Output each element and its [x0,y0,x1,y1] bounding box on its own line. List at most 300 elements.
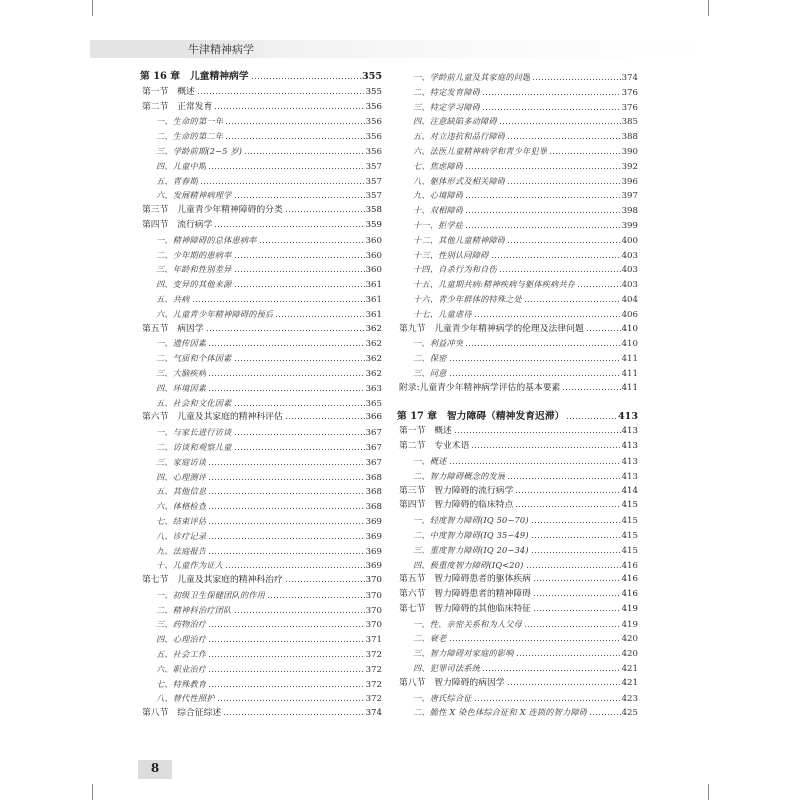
toc-entry-title: 四、儿童中期 [156,160,207,171]
toc-entry-page: 360 [365,250,382,261]
dot-leader [515,486,620,493]
toc-entry-title: 六、体格检查 [156,501,207,512]
dot-leader [533,604,621,611]
toc-entry-page: 371 [365,635,382,646]
toc-entry-page: 368 [365,487,382,498]
toc-entry-title: 第八节 综合征综述 [142,708,222,719]
dot-leader [217,694,365,701]
toc-entry-title: 三、年龄和性别差异 [156,264,232,275]
toc-item-row[interactable] [397,631,638,646]
dot-leader [454,426,621,433]
header-band [90,40,710,58]
toc-entry-title: 六、职业治疗 [156,663,207,674]
toc-entry-page: 366 [365,412,382,423]
toc-entry-page: 411 [621,368,638,379]
dot-leader [200,177,365,184]
toc-entry-title: 八、诊疗记录 [156,530,207,541]
dot-leader [208,665,364,672]
toc-section-row[interactable] [140,322,382,337]
dot-leader [449,634,621,641]
toc-entry-page: 415 [621,516,638,527]
toc-entry-page: 372 [365,679,382,690]
toc-item-row[interactable] [397,366,638,381]
toc-gap [397,396,638,410]
toc-item-row[interactable] [140,129,382,144]
toc-item-row[interactable] [397,292,638,307]
toc-entry-page: 368 [365,472,382,483]
toc-item-row[interactable] [140,662,382,677]
toc-item-row[interactable] [140,470,382,485]
toc-item-row[interactable] [140,691,382,706]
toc-entry-title: 二、生命的第二年 [156,131,224,142]
toc-entry-title: 一、学龄前儿童及其家庭的问题 [413,72,531,82]
toc-entry-title: 二、少年期的患病率 [156,249,232,260]
toc-entry-page: 355 [361,71,382,82]
toc-entry-title: 七、特殊教育 [156,678,207,689]
toc-item-row[interactable] [397,70,638,85]
crop-mark [92,784,93,800]
dot-leader [507,236,620,243]
toc-item-row[interactable] [140,425,382,440]
toc-entry-page: 369 [365,546,382,557]
toc-entry-title: 第三节 儿童青少年精神障碍的分类 [142,205,283,216]
toc-entry-title: 二、气质和个体因素 [156,353,232,364]
toc-item-row[interactable] [140,440,382,455]
toc-item-row[interactable] [140,144,382,159]
toc-item-row[interactable] [140,558,382,573]
toc-item-row[interactable] [140,529,382,544]
dot-leader [586,324,621,331]
toc-item-row[interactable] [397,218,638,233]
toc-item-row[interactable] [140,617,382,632]
toc-entry-page: 414 [621,485,638,496]
toc-entry-title: 第五节 智力障碍患者的躯体疾病 [399,574,531,585]
toc-entry-page: 363 [365,383,382,394]
toc-entry-title: 第七节 智力障碍的其他临床特征 [399,603,531,614]
toc-entry-page: 404 [621,294,638,305]
toc-item-row[interactable] [140,647,382,662]
dot-leader [524,620,621,627]
toc-section-row[interactable] [397,381,638,396]
toc-item-row[interactable] [140,677,382,692]
toc-entry-title: 十五、儿童期共病:精神疾病与躯体疾病共存 [413,279,576,290]
toc-entry-page: 416 [621,589,638,600]
dot-leader [531,546,621,553]
dot-leader [482,103,620,110]
toc-item-row[interactable] [397,159,638,174]
toc-section-row[interactable] [140,410,382,425]
toc-item-row[interactable] [140,396,382,411]
toc-item-row[interactable] [397,277,638,292]
dot-leader [251,72,361,79]
dot-leader [465,339,620,346]
toc-entry-page: 360 [365,265,382,276]
toc-entry-page: 415 [621,500,638,511]
dot-leader [214,102,364,109]
crop-mark [708,0,709,16]
toc-entry-page: 419 [621,603,638,614]
dot-leader [244,147,364,154]
dot-leader [208,635,364,642]
toc-entry-title: 四、心理测评 [156,471,207,482]
toc-entry-page: 370 [365,575,382,586]
toc-entry-title: 二、保密 [413,353,447,364]
toc-entry-title: 五、社会工作 [156,649,207,660]
toc-item-row[interactable] [140,632,382,647]
toc-entry-title: 二、衰老 [413,633,447,644]
toc-entry-title: 第三节 智力障碍的流行病学 [399,485,514,496]
toc-item-row[interactable] [397,691,638,706]
toc-entry-title: 一、性、亲密关系和为人父母 [413,618,523,629]
dot-leader [208,650,364,657]
toc-item-row[interactable] [140,159,382,174]
toc-item-row[interactable] [140,233,382,248]
crop-mark [708,784,709,800]
toc-entry-page: 399 [621,220,638,231]
toc-entry-page: 355 [365,86,382,97]
toc-section-row[interactable] [397,587,638,602]
toc-entry-page: 361 [365,309,382,320]
toc-entry-page: 420 [621,634,638,645]
toc-entry-title: 四、注意缺陷多动障碍 [413,116,497,127]
dot-leader [259,236,365,243]
toc-entry-page: 374 [365,708,382,719]
toc-entry-page: 413 [617,410,638,422]
dot-leader [234,399,365,406]
toc-item-row[interactable] [397,558,638,573]
toc-entry-title: 一、精神障碍的总体患病率 [156,234,257,245]
toc-item-row[interactable] [397,248,638,263]
dot-leader [208,620,364,627]
toc-entry-page: 356 [365,101,382,112]
dot-leader [208,680,364,687]
toc-entry-title: 四、极重度智力障碍(IQ<20) [413,559,524,570]
toc-entry-title: 五、共病 [156,293,190,304]
toc-entry-title: 七、结束评估 [156,515,207,526]
toc-entry-page: 416 [621,574,638,585]
toc-item-row[interactable] [140,307,382,322]
toc-item-row[interactable] [397,144,638,159]
toc-entry-title: 五、对立违抗和品行障碍 [413,131,506,142]
toc-entry-title: 二、中度智力障碍(IQ 35~49) [413,529,529,540]
toc-item-row[interactable] [397,646,638,661]
toc-entry-title: 一、唐氏综合征 [413,692,472,703]
dot-leader [589,708,620,715]
toc-item-row[interactable] [140,544,382,559]
toc-item-row[interactable] [140,262,382,277]
toc-entry-title: 十一、拒学症 [413,219,464,230]
toc-item-row[interactable] [397,351,638,366]
toc-section-row[interactable] [140,85,382,100]
dot-leader [267,591,365,598]
toc-item-row[interactable] [397,174,638,189]
dot-leader [471,441,620,448]
toc-entry-title: 一、利益冲突 [413,338,464,349]
toc-item-row[interactable] [140,248,382,263]
toc-entry-page: 400 [621,235,638,246]
toc-entry-title: 八、替代性照护 [156,693,215,704]
toc-item-row[interactable] [397,469,638,484]
toc-entry-page: 406 [621,309,638,320]
dot-leader [197,87,365,94]
toc-entry-page: 367 [365,428,382,439]
toc-item-row[interactable] [140,188,382,203]
toc-entry-title: 三、特定学习障碍 [413,101,481,112]
toc-entry-title: 一、轻度智力障碍(IQ 50~70) [413,515,529,526]
toc-entry-page: 403 [621,250,638,261]
toc-item-row[interactable] [140,499,382,514]
dot-leader [577,280,620,287]
toc-section-row[interactable] [140,100,382,115]
toc-item-row[interactable] [140,174,382,189]
toc-entry-title: 第 16 章 儿童精神病学 [140,71,249,82]
toc-entry-page: 413 [621,456,638,467]
toc-item-row[interactable] [397,705,638,720]
dot-leader [285,412,365,419]
toc-item-row[interactable] [140,114,382,129]
toc-item-row[interactable] [397,528,638,543]
toc-entry-page: 376 [621,87,638,98]
toc-entry-page: 360 [365,235,382,246]
toc-entry-page: 410 [621,323,638,334]
toc-entry-title: 六、法医儿童精神病学和青少年犯罪 [413,145,548,156]
toc-item-row[interactable] [140,455,382,470]
dot-leader [223,708,364,715]
dot-leader [533,574,621,581]
toc-entry-title: 三、药物治疗 [156,619,207,630]
toc-entry-title: 十七、儿童虐待 [413,308,472,319]
toc-item-row[interactable] [140,514,382,529]
toc-item-row[interactable] [397,661,638,676]
toc-entry-title: 第五节 病因学 [142,323,204,334]
dot-leader [225,117,364,124]
toc-item-row[interactable] [140,351,382,366]
toc-entry-title: 附录:儿童青少年精神病学评估的基本要素 [399,382,561,393]
dot-leader [507,132,620,139]
toc-entry-page: 356 [365,132,382,143]
toc-entry-title: 二、脆性 X 染色体综合征和 X 连锁的智力障碍 [413,707,588,718]
toc-item-row[interactable] [397,85,638,100]
toc-section-row[interactable] [140,203,382,218]
toc-entry-title: 九、心境障碍 [413,190,464,201]
dot-leader [465,162,620,169]
toc-entry-page: 356 [365,117,382,128]
toc-entry-page: 356 [365,146,382,157]
toc-item-row[interactable] [397,203,638,218]
toc-entry-title: 十、双相障碍 [413,205,464,216]
toc-entry-title: 一、初级卫生保健团队的作用 [156,589,266,600]
dot-leader [225,561,364,568]
dot-leader [482,664,620,671]
toc-entry-page: 403 [621,280,638,291]
dot-leader [449,354,621,361]
toc-entry-page: 372 [365,664,382,675]
toc-entry-page: 413 [621,426,638,437]
toc-entry-page: 361 [365,280,382,291]
toc-item-row[interactable] [397,543,638,558]
toc-entry-page: 397 [621,191,638,202]
toc-entry-page: 376 [621,102,638,113]
dot-leader [234,280,365,287]
dot-leader [208,369,364,376]
toc-entry-page: 357 [365,176,382,187]
toc-entry-title: 第四节 流行病学 [142,219,213,230]
toc-section-row[interactable] [397,424,638,439]
toc-section-row[interactable] [397,572,638,587]
dot-leader [507,177,620,184]
toc-section-row[interactable] [397,676,638,691]
toc-item-row[interactable] [140,277,382,292]
toc-entry-page: 398 [621,206,638,217]
toc-section-row[interactable] [140,218,382,233]
toc-chapter-row[interactable] [397,410,638,425]
toc-entry-title: 十、儿童作为证人 [156,560,224,571]
toc-entry-page: 358 [365,205,382,216]
toc-item-row[interactable] [397,617,638,632]
dot-leader [566,412,617,419]
toc-item-row[interactable] [397,188,638,203]
toc-entry-page: 372 [365,694,382,705]
toc-entry-title: 四、环境因素 [156,382,207,393]
toc-left-column [140,70,382,721]
toc-entry-page: 411 [621,382,638,393]
toc-section-row[interactable] [140,706,382,721]
toc-item-row[interactable] [140,381,382,396]
toc-item-row[interactable] [397,100,638,115]
dot-leader [208,517,364,524]
toc-entry-page: 420 [621,649,638,660]
toc-entry-title: 第一节 概述 [399,426,452,437]
dot-leader [507,472,620,479]
dot-leader [285,575,365,582]
toc-entry-page: 390 [621,146,638,157]
dot-leader [532,73,620,80]
toc-entry-title: 四、变异的其他来源 [156,279,232,290]
toc-entry-title: 第四节 智力障碍的临床特点 [399,500,514,511]
toc-item-row[interactable] [140,292,382,307]
toc-entry-title: 第九节 儿童青少年精神病学的伦理及法律问题 [399,323,584,334]
toc-entry-page: 415 [621,530,638,541]
dot-leader [208,384,364,391]
toc-entry-page: 369 [365,516,382,527]
dot-leader [562,383,620,390]
dot-leader [234,191,365,198]
toc-section-row[interactable] [397,439,638,454]
dot-leader [214,220,364,227]
dot-leader [482,88,620,95]
toc-entry-title: 二、特定发育障碍 [413,86,481,97]
dot-leader [465,191,620,198]
dot-leader [225,132,364,139]
dot-leader [531,516,621,523]
toc-entry-page: 362 [365,368,382,379]
toc-item-row[interactable] [140,603,382,618]
page-number: 8 [150,761,160,775]
dot-leader [449,457,621,464]
toc-entry-page: 370 [365,605,382,616]
toc-entry-page: 416 [621,560,638,571]
toc-item-row[interactable] [397,513,638,528]
dot-leader [515,500,620,507]
toc-entry-title: 八、躯体形式及相关障碍 [413,175,506,186]
toc-item-row[interactable] [397,262,638,277]
dot-leader [491,251,621,258]
toc-section-row[interactable] [397,322,638,337]
toc-entry-page: 374 [621,73,638,83]
toc-entry-page: 357 [365,161,382,172]
toc-entry-title: 五、社会和文化因素 [156,397,232,408]
toc-item-row[interactable] [397,114,638,129]
dot-leader [549,147,620,154]
toc-entry-page: 357 [365,191,382,202]
toc-entry-page: 403 [621,265,638,276]
toc-entry-page: 425 [621,708,638,719]
dot-leader [208,487,364,494]
dot-leader [499,265,621,272]
toc-section-row[interactable] [397,602,638,617]
toc-entry-title: 三、同意 [413,367,447,378]
toc-entry-title: 四、犯罪司法系统 [413,663,481,674]
toc-entry-page: 421 [621,664,638,675]
toc-entry-page: 367 [365,457,382,468]
toc-section-row[interactable] [140,573,382,588]
toc-entry-title: 二、精神科治疗团队 [156,604,232,615]
toc-entry-title: 十三、性别认同障碍 [413,249,489,260]
dot-leader [234,443,365,450]
toc-section-row[interactable] [397,484,638,499]
toc-entry-page: 369 [365,531,382,542]
toc-entry-title: 三、大脑疾病 [156,367,207,378]
toc-chapter-row[interactable] [140,70,382,85]
toc-item-row[interactable] [397,454,638,469]
toc-item-row[interactable] [140,484,382,499]
toc-item-row[interactable] [140,366,382,381]
toc-entry-title: 三、家庭访谈 [156,456,207,467]
toc-entry-title: 一、遗传因素 [156,338,207,349]
toc-section-row[interactable] [397,498,638,513]
dot-leader [275,310,364,317]
toc-entry-title: 十六、青少年群体的特殊之处 [413,293,523,304]
toc-item-row[interactable] [397,233,638,248]
toc-item-row[interactable] [140,336,382,351]
toc-entry-page: 362 [365,323,382,334]
toc-entry-title: 三、学龄前期(2~5 岁) [156,145,243,156]
dot-leader [208,162,364,169]
toc-entry-title: 一、生命的第一年 [156,116,224,127]
dot-leader [208,532,364,539]
toc-entry-title: 九、法庭报告 [156,545,207,556]
toc-entry-page: 419 [621,619,638,630]
toc-item-row[interactable] [397,307,638,322]
toc-entry-page: 392 [621,161,638,172]
toc-entry-page: 365 [365,398,382,409]
toc-entry-title: 一、概述 [413,455,447,466]
toc-entry-page: 411 [621,354,638,365]
dot-leader [526,561,621,568]
toc-item-row[interactable] [397,336,638,351]
toc-entry-title: 第 17 章 智力障碍（精神发育迟滞） [397,410,565,422]
toc-item-row[interactable] [397,129,638,144]
dot-leader [474,694,621,701]
toc-entry-page: 415 [621,545,638,556]
toc-entry-page: 410 [621,339,638,350]
toc-entry-page: 370 [365,590,382,601]
dot-leader [208,339,364,346]
toc-entry-title: 第二节 专业术语 [399,441,470,452]
dot-leader [499,117,621,124]
toc-item-row[interactable] [140,588,382,603]
toc-entry-title: 五、青春期 [156,175,198,186]
